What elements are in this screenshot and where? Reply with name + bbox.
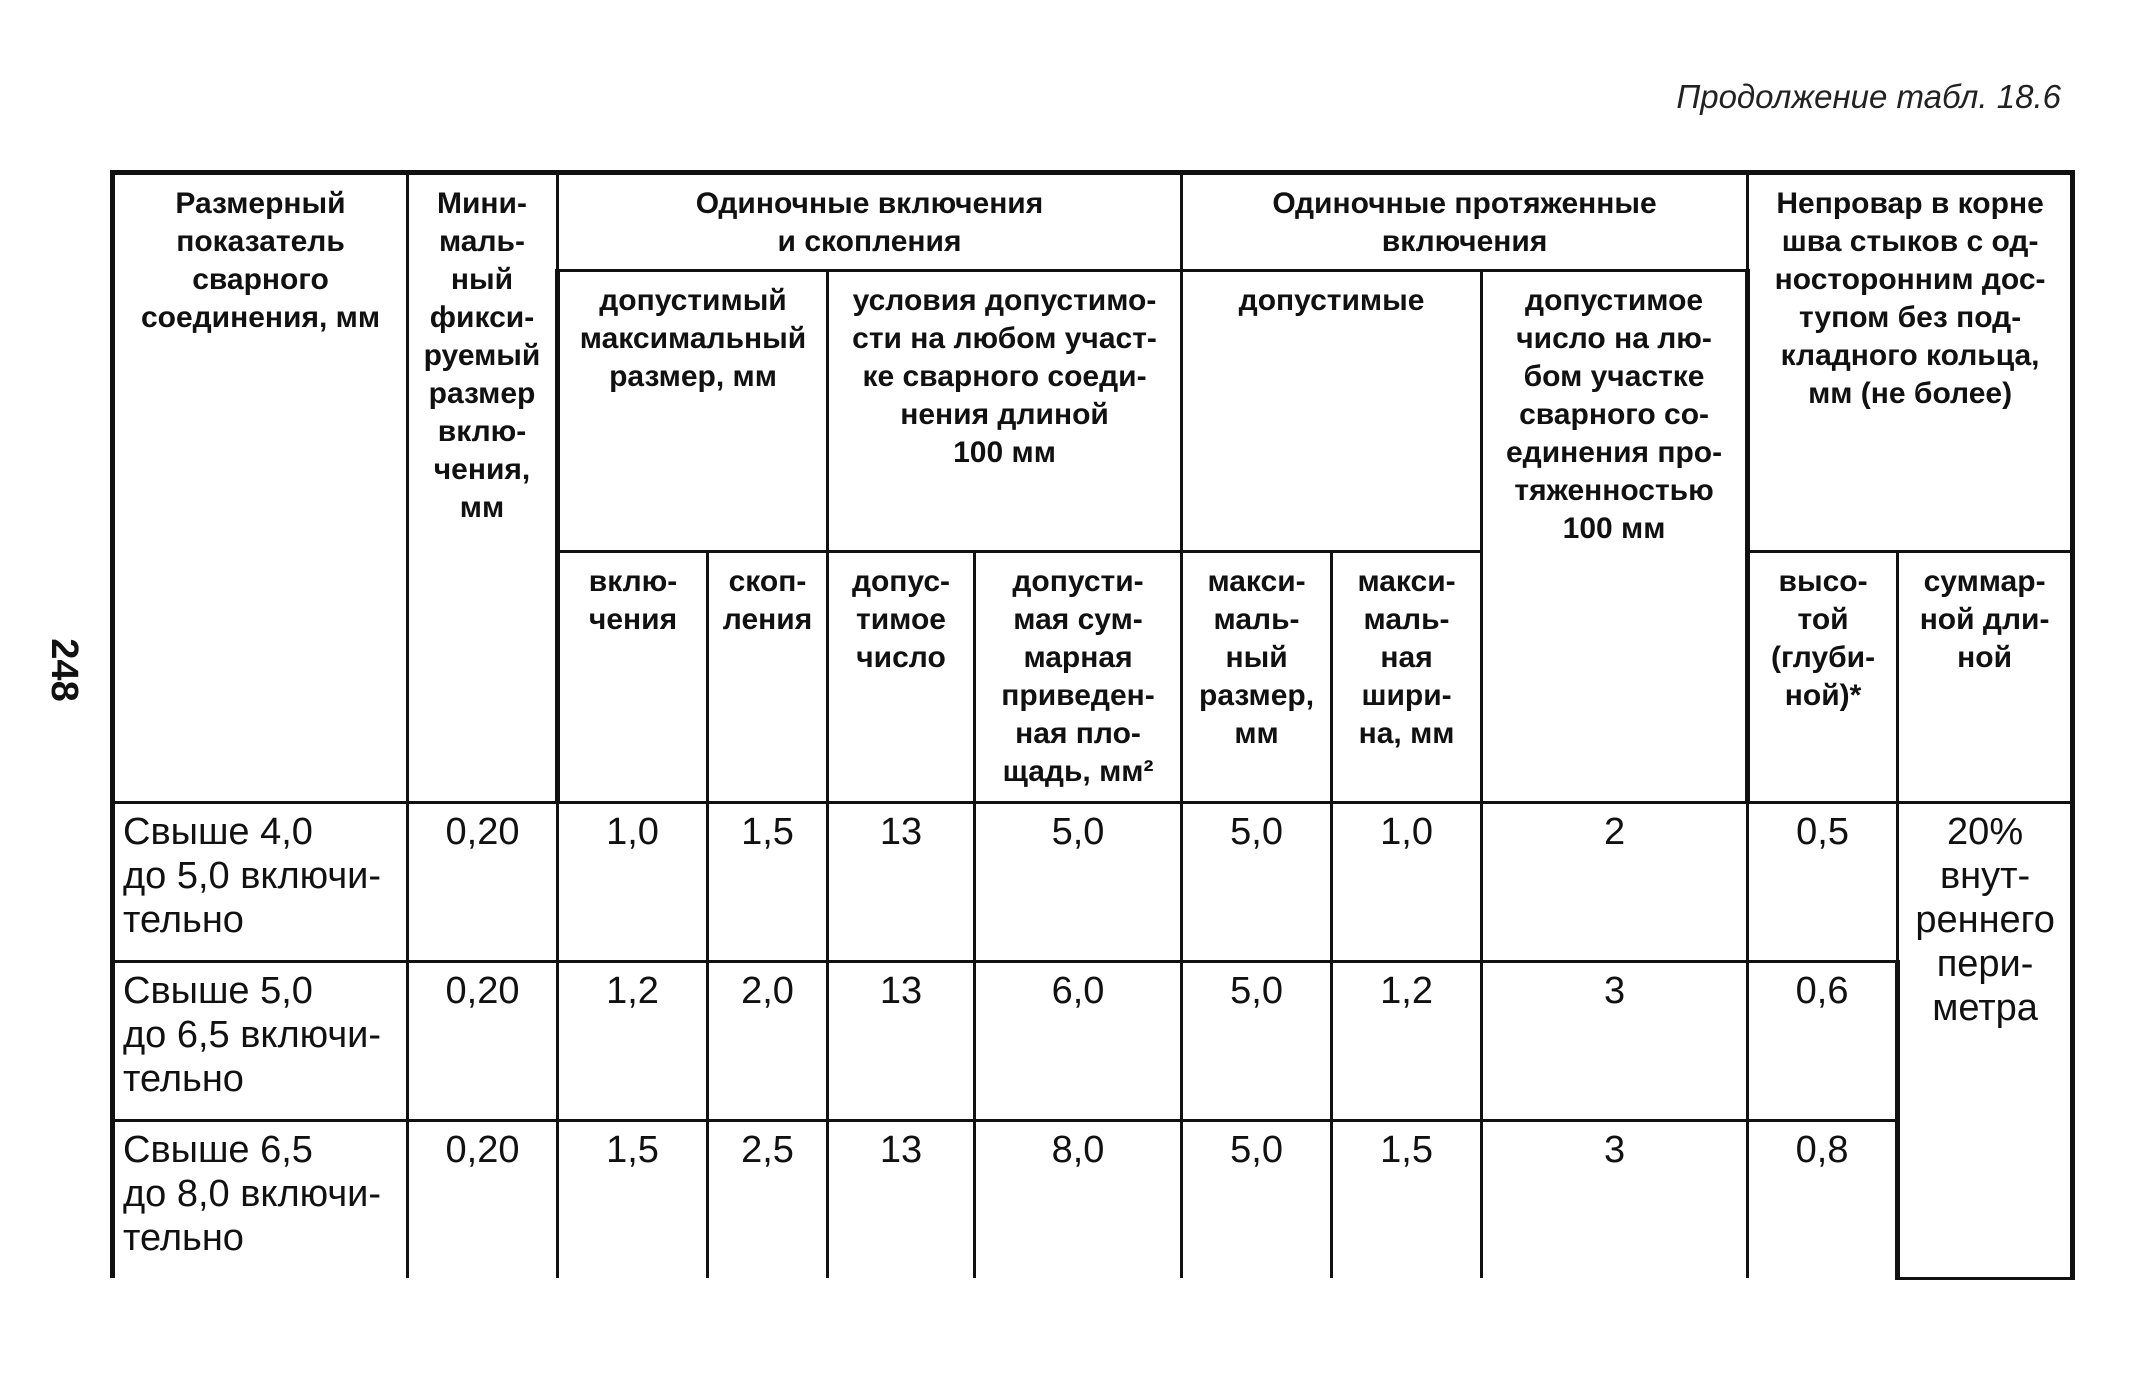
header-total-length: суммар- ной дли- ной xyxy=(1898,552,2073,803)
row-label: Свыше 5,0 до 6,5 включи- тельно xyxy=(113,962,408,1121)
cell-inclusions: 1,0 xyxy=(558,803,708,962)
header-max-size: макси- маль- ный размер, мм xyxy=(1182,552,1332,803)
header-height-depth: высо- той (глуби- ной)* xyxy=(1748,552,1898,803)
header-inclusions: вклю- чения xyxy=(558,552,708,803)
table-row xyxy=(113,1121,2073,1279)
cell-max-size: 5,0 xyxy=(1182,1121,1332,1279)
cell-clusters: 2,0 xyxy=(708,962,828,1121)
cell-inclusions: 1,2 xyxy=(558,962,708,1121)
row-label: Свыше 4,0 до 5,0 включи- тельно xyxy=(113,803,408,962)
cell-ext-count: 2 xyxy=(1482,803,1748,962)
header-single-extended: Одиночные протяженные включения xyxy=(1182,173,1748,271)
header-allowed-count: допустимое число на лю- бом участке сварного со- единения про- тяженностью 100 мм xyxy=(1482,271,1748,803)
cell-ext-count: 3 xyxy=(1482,1121,1748,1279)
cell-area: 8,0 xyxy=(975,1121,1182,1279)
cell-clusters: 2,5 xyxy=(708,1121,828,1279)
cell-clusters: 1,5 xyxy=(708,803,828,962)
header-max-width: макси- маль- ная шири- на, мм xyxy=(1332,552,1482,803)
table-row xyxy=(113,962,2073,1121)
row-label: Свыше 6,5 до 8,0 включи- тельно xyxy=(113,1121,408,1279)
cell-max-width: 1,2 xyxy=(1332,962,1482,1121)
cell-root-total-length: 20% внут- реннего пери- метра xyxy=(1898,803,2073,1279)
cell-min-size: 0,20 xyxy=(408,962,558,1121)
header-allowed-max-size: допустимый максимальный размер, мм xyxy=(558,271,828,552)
header-conditions: условия допустимо- сти на любом участ- ке сварного соеди- нения длиной 100 мм xyxy=(828,271,1182,552)
cell-height: 0,6 xyxy=(1748,962,1898,1121)
header-count: допус- тимое число xyxy=(828,552,975,803)
cell-min-size: 0,20 xyxy=(408,1121,558,1279)
cell-inclusions: 1,5 xyxy=(558,1121,708,1279)
header-clusters: скоп- ления xyxy=(708,552,828,803)
cell-height: 0,5 xyxy=(1748,803,1898,962)
header-single-inclusions: Одиночные включения и скопления xyxy=(558,173,1182,271)
cell-area: 5,0 xyxy=(975,803,1182,962)
header-root-lack-of-fusion: Непровар в корне шва стыков с од- носторонним дос- тупом без под- кладного кольца, мм (не более) xyxy=(1748,173,2073,552)
cell-count: 13 xyxy=(828,803,975,962)
cell-count: 13 xyxy=(828,1121,975,1279)
header-min-fixed-size: Мини- маль- ный фикси- руемый размер вклю- чения, мм xyxy=(408,173,558,803)
cell-ext-count: 3 xyxy=(1482,962,1748,1121)
header-size-indicator: Размерный показатель сварного соединения, мм xyxy=(113,173,408,803)
page-number: 248 xyxy=(43,638,85,702)
cell-max-width: 1,5 xyxy=(1332,1121,1482,1279)
cell-height: 0,8 xyxy=(1748,1121,1898,1279)
table-continuation-caption: Продолжение табл. 18.6 xyxy=(1676,78,2061,115)
weld-defects-table xyxy=(110,170,2075,1280)
cell-max-size: 5,0 xyxy=(1182,962,1332,1121)
cell-max-width: 1,0 xyxy=(1332,803,1482,962)
table-row xyxy=(113,803,2073,962)
header-area: допусти- мая сум- марная приведен- ная пло- щадь, мм² xyxy=(975,552,1182,803)
cell-area: 6,0 xyxy=(975,962,1182,1121)
header-allowed: допустимые xyxy=(1182,271,1482,552)
cell-count: 13 xyxy=(828,962,975,1121)
cell-min-size: 0,20 xyxy=(408,803,558,962)
cell-max-size: 5,0 xyxy=(1182,803,1332,962)
